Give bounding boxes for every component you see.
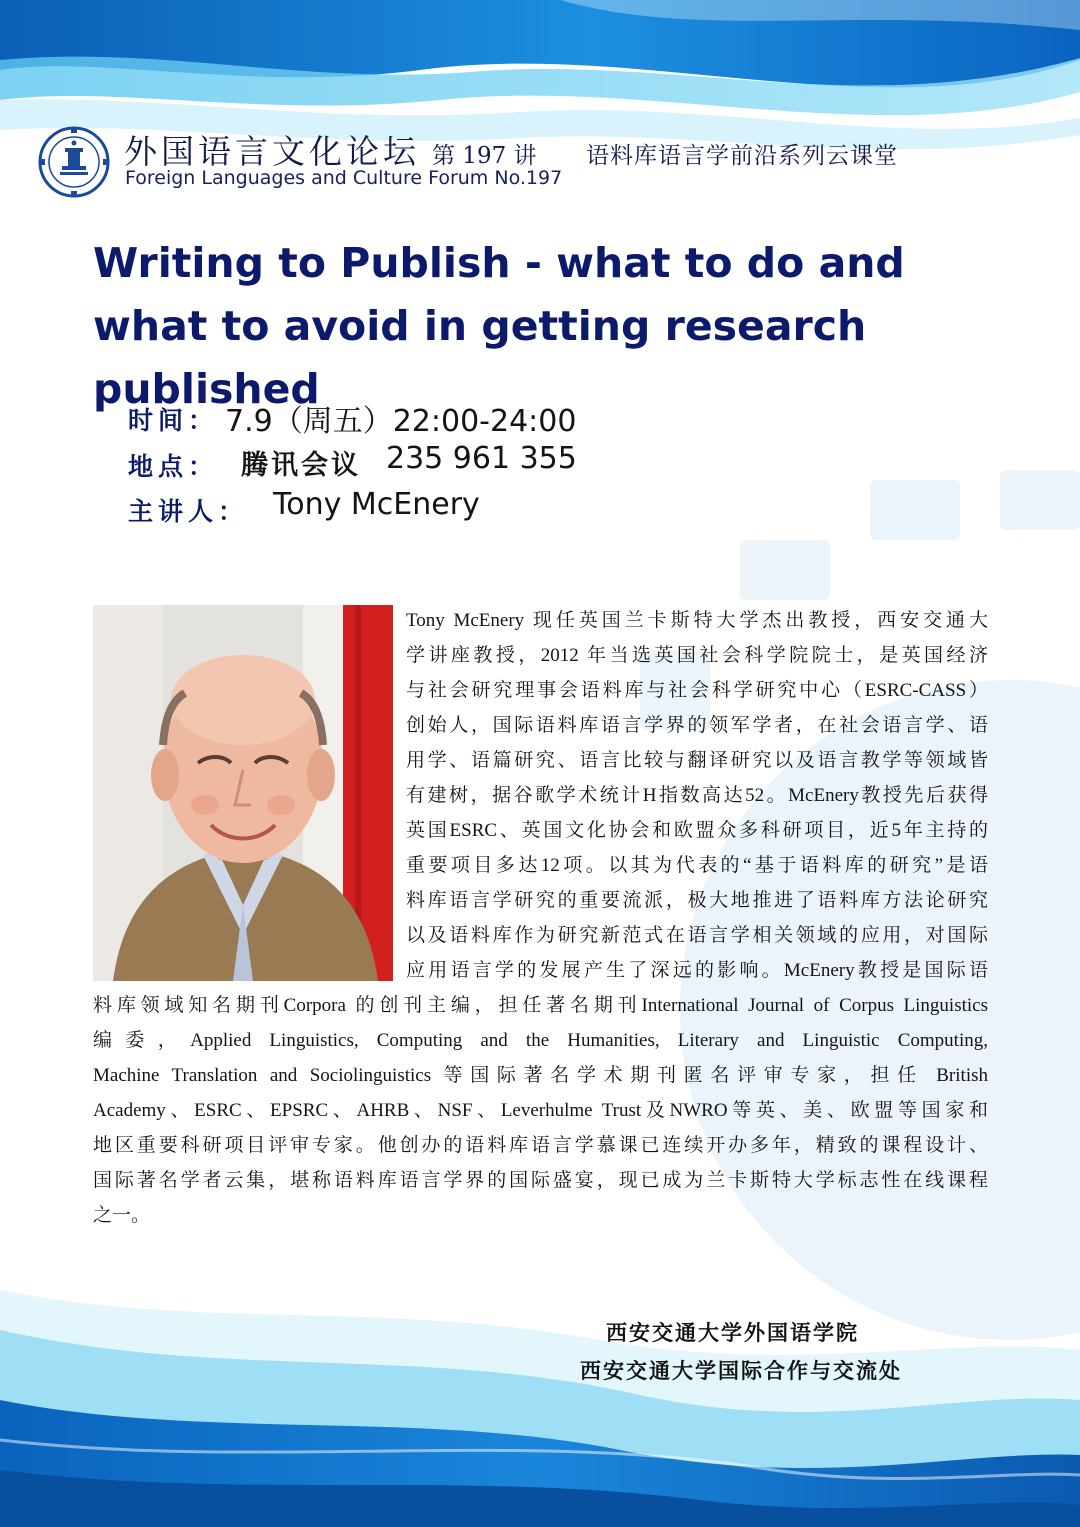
speaker-label: 主讲人：: [128, 497, 249, 526]
meeting-id: 235 961 355: [386, 441, 577, 476]
bio-line: 料库领域知名期刊Corpora 的创刊主编，担任著名期刊International Journal of Corpus Linguistics: [93, 995, 988, 1016]
lecture-title: Writing to Publish - what to do and what to avoid in getting research published: [93, 239, 905, 413]
organizer-office: 西安交通大学国际合作与交流处: [580, 1358, 902, 1383]
bio-line: 与社会研究理事会语料库与社会科学研究中心（ESRC-CASS）: [406, 680, 988, 701]
bio-line: 英国ESRC、英国文化协会和欧盟众多科研项目，近5年主持的: [406, 820, 988, 841]
time-label: 时间：: [128, 406, 219, 435]
bio-line: 以及语料库作为研究新范式在语言学相关领域的应用，对国际: [406, 925, 988, 946]
place-label: 地点：: [128, 452, 219, 481]
bio-line: 重要项目多达12项。以其为代表的“基于语料库的研究”是语: [406, 855, 988, 876]
xjtu-seal-icon: [38, 126, 110, 198]
bio-full-width: [93, 988, 988, 1233]
bio-line: 国际著名学者云集，堪称语料库语言学界的国际盛宴，现已成为兰卡斯特大学标志性在线课程: [93, 1170, 988, 1191]
series-title-cn: 语料库语言学前沿系列云课堂: [586, 143, 898, 169]
bio-line: Academy、ESRC、EPSRC、AHRB、NSF、Leverhulme Trust及NWRO等英、美、欧盟等国家和: [93, 1100, 988, 1121]
bio-line: 创始人，国际语料库语言学界的领军学者，在社会语言学、语: [406, 715, 988, 736]
bio-line: 用学、语篇研究、语言比较与翻译研究以及语言教学等领域皆: [406, 750, 988, 771]
speaker-photo: [93, 605, 393, 981]
bio-line: 有建树，据谷歌学术统计H指数高达52。McEnery教授先后获得: [406, 785, 988, 806]
bio-line: 料库语言学研究的重要流派，极大地推进了语料库方法论研究: [406, 890, 988, 911]
bio-line: 编委，Applied Linguistics, Computing and the Humanities, Literary and Linguistic Computing,: [93, 1030, 988, 1051]
lecture-number: 第 197 讲: [432, 143, 537, 169]
forum-title-cn: 外国语言文化论坛: [124, 132, 420, 171]
bio-line: 应用语言学的发展产生了深远的影响。McEnery教授是国际语: [406, 960, 988, 981]
bio-line: 学讲座教授，2012 年当选英国社会科学院院士，是英国经济: [406, 645, 988, 666]
bio-line: 地区重要科研项目评审专家。他创办的语料库语言学慕课已连续开办多年，精致的课程设计、: [93, 1135, 988, 1156]
bio-line: Tony McEnery 现任英国兰卡斯特大学杰出教授，西安交通大: [406, 610, 988, 631]
meeting-app: 腾讯会议: [241, 450, 361, 481]
organizer-school: 西安交通大学外国语学院: [606, 1320, 859, 1345]
speaker-name: Tony McEnery: [273, 487, 480, 522]
forum-title-en: Foreign Languages and Culture Forum No.197: [125, 167, 563, 189]
bio-line: Machine Translation and Sociolinguistics 等国际著名学术期刊匿名评审专家，担任 British: [93, 1065, 988, 1086]
time-value: 7.9（周五）22:00-24:00: [225, 404, 577, 439]
bio-line: 之一。: [93, 1205, 151, 1226]
bio-right-column: [406, 603, 988, 988]
